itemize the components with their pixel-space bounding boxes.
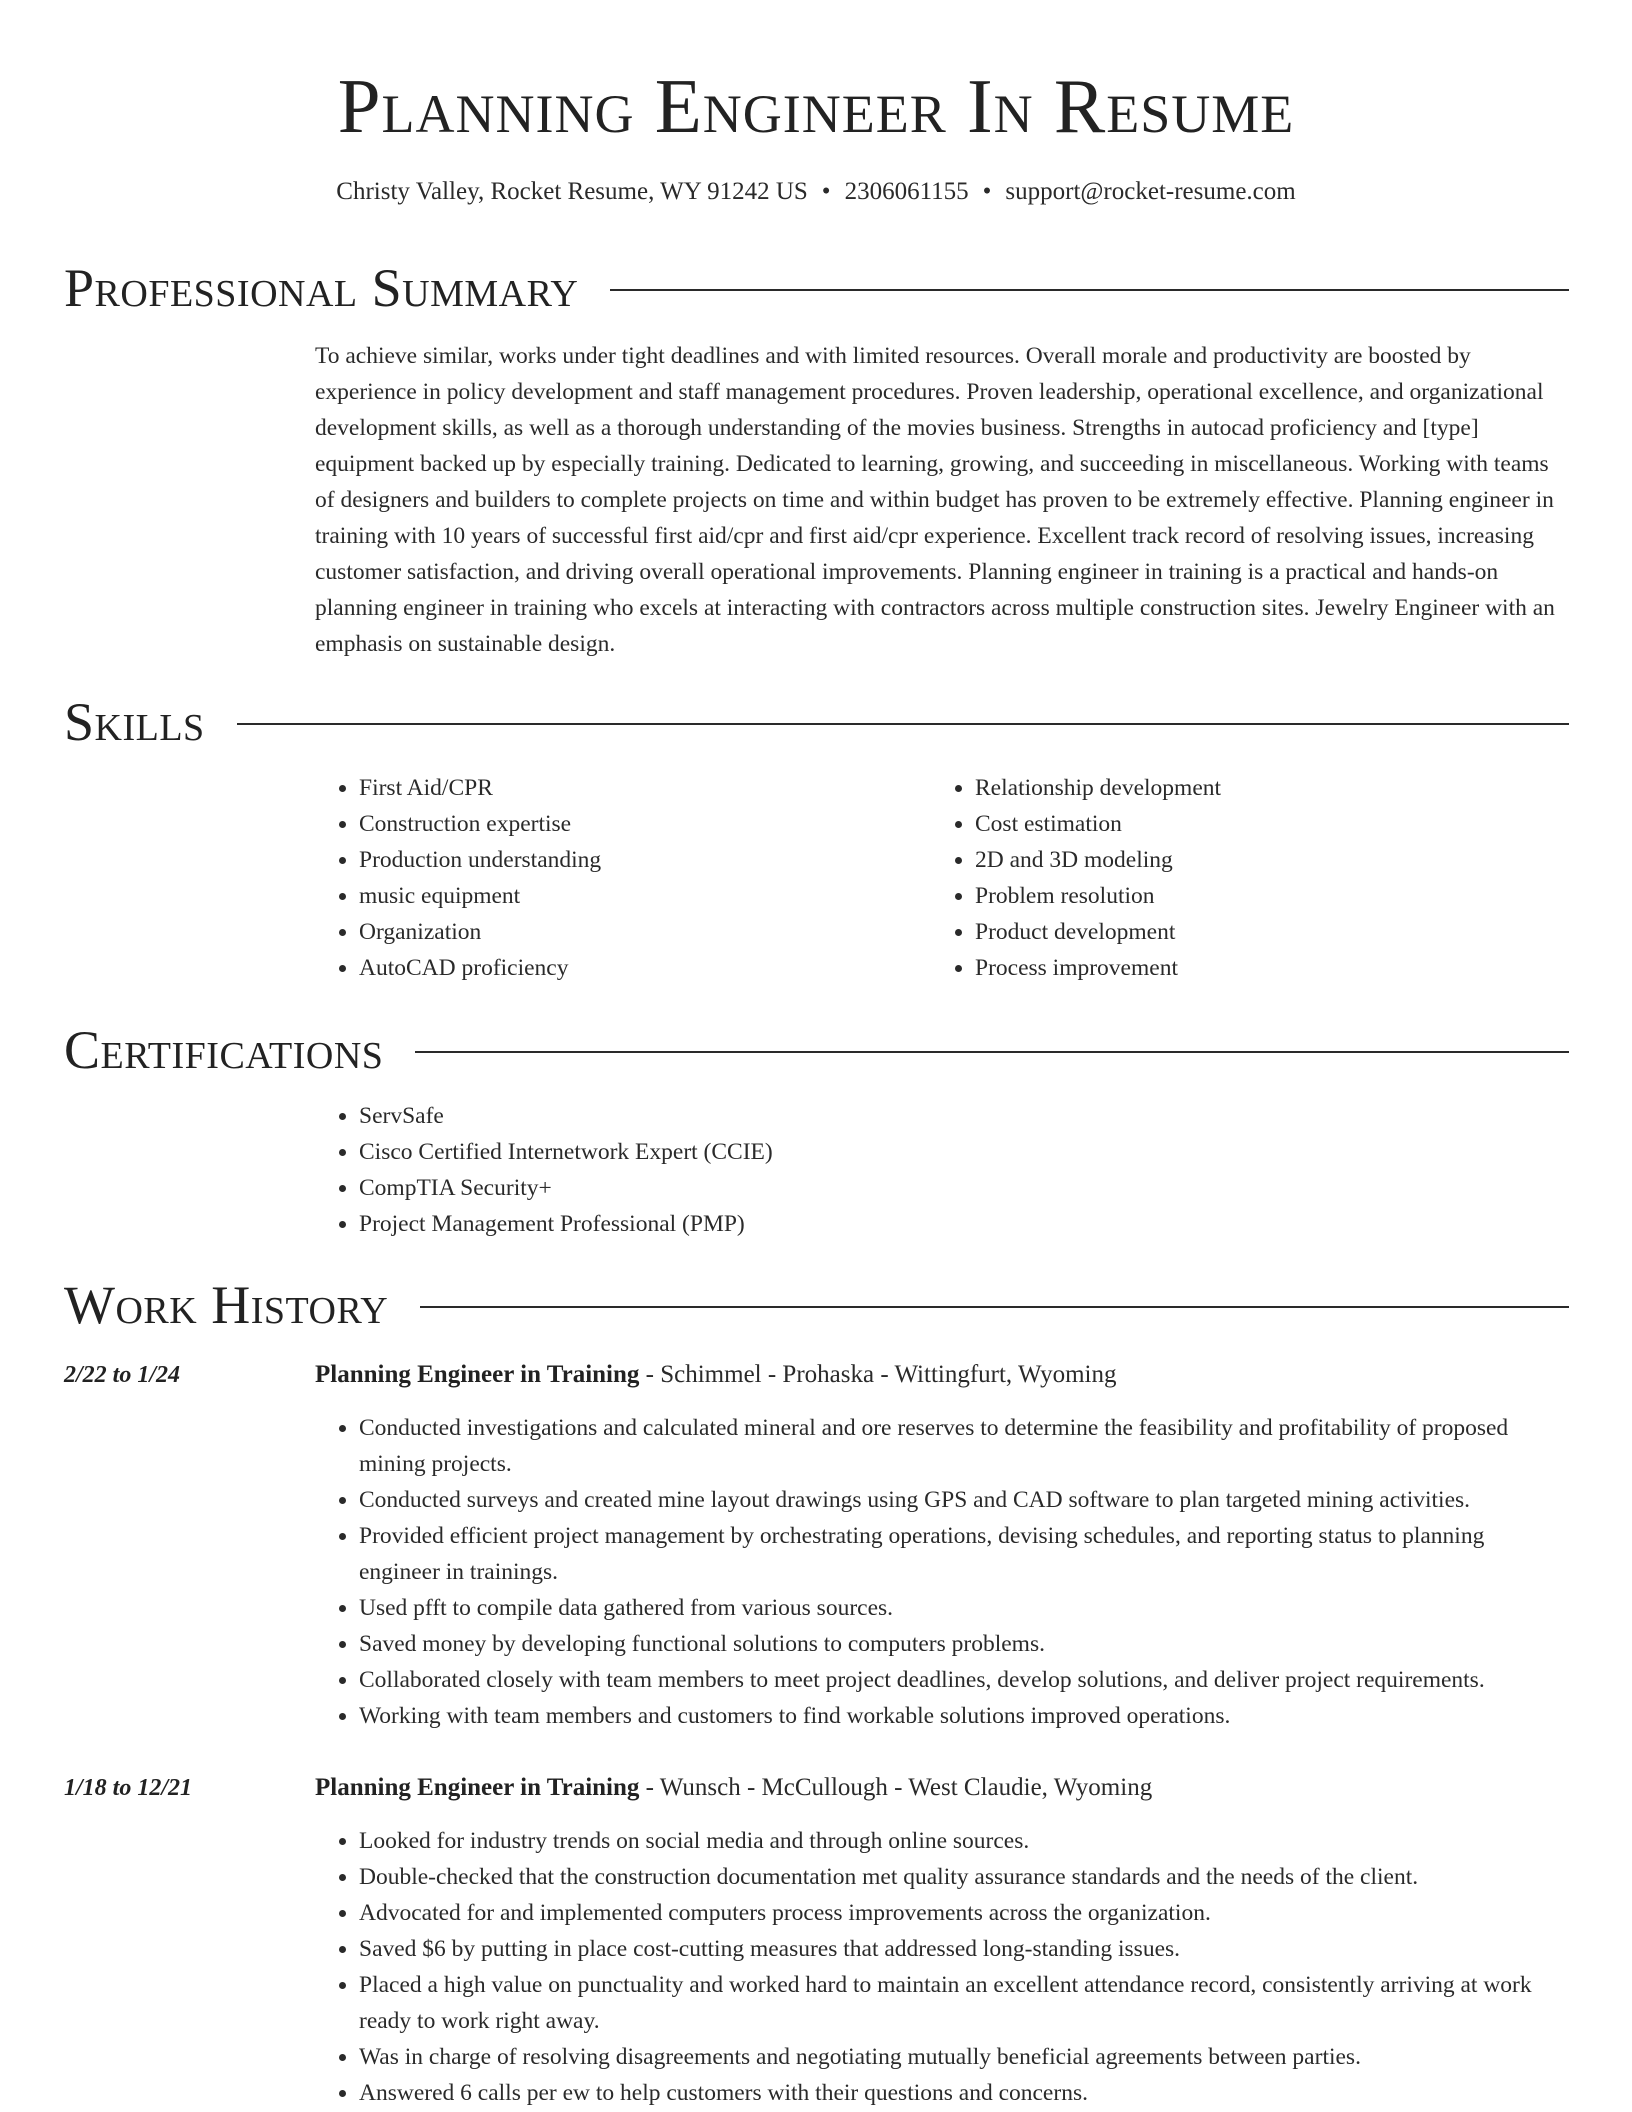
skill-item: • First Aid/CPR <box>359 770 875 806</box>
job-bullet: • Provided efficient project management by orchestrating operations, devising schedules, and reporting status to planning engineer in trainings. <box>359 1518 1569 1590</box>
skill-item: • Construction expertise <box>359 806 875 842</box>
certifications-section-title: Certifications <box>64 1020 384 1080</box>
work-history-section-header <box>64 1273 1569 1337</box>
job-title: Planning Engineer in Training <box>315 1361 640 1388</box>
contact-phone: 2306061155 <box>844 178 969 205</box>
work-history-section-title: Work History <box>64 1275 389 1335</box>
job-responsibilities <box>315 1410 1569 1734</box>
job-heading <box>315 1770 1152 1806</box>
job-bullet: • Double-checked that the construction documentation met quality assurance standards and the needs of the client. <box>359 1859 1569 1895</box>
candidate-name: Planning Engineer In Resume <box>337 63 1295 149</box>
section-divider <box>420 1306 1569 1308</box>
job-bullet: • Saved $6 by putting in place cost-cutting measures that addressed long-standing issues. <box>359 1931 1569 1967</box>
job-bullet: • Used pfft to compile data gathered from various sources. <box>359 1590 1569 1626</box>
job-bullet: • Looked for industry trends on social media and through online sources. <box>359 1823 1569 1859</box>
certification-item: • Project Management Professional (PMP) <box>359 1206 1569 1242</box>
job-responsibilities <box>315 1823 1569 2111</box>
certification-item: • ServSafe <box>359 1098 1569 1134</box>
skill-item: • Problem resolution <box>975 878 1491 914</box>
summary-section-title: Professional Summary <box>64 258 579 318</box>
skills-column-left <box>315 770 875 986</box>
contact-email: support@rocket-resume.com <box>1005 178 1296 205</box>
summary-paragraph: To achieve similar, works under tight deadlines and with limited resources. Overall morale and productivity are boosted by experience in policy development and staff management procedures. Proven leadership, operational excellence, and organizational development skills, as well as a thorough understanding of the movies business. Strengths in autocad proficiency and [type] equipment backed up by especially training. Dedicated to learning, growing, and succeeding in miscellaneous. Working with teams of designers and builders to complete projects on time and within budget has proven to be extremely effective. Planning engineer in training with 10 years of successful first aid/cpr and first aid/cpr experience. Excellent track record of resolving issues, increasing customer satisfaction, and driving overall operational improvements. Planning engineer in training is a practical and hands-on planning engineer in training who excels at interacting with contractors across multiple construction sites. Jewelry Engineer with an emphasis on sustainable design. <box>315 343 1555 657</box>
certification-item: • Cisco Certified Internetwork Expert (CCIE) <box>359 1134 1569 1170</box>
skill-item: • Product development <box>975 914 1491 950</box>
section-divider <box>237 723 1569 725</box>
skill-item: • music equipment <box>359 878 875 914</box>
job-employer: - Wunsch - McCullough - West Claudie, Wyoming <box>639 1774 1153 1801</box>
job-title: Planning Engineer in Training <box>315 1774 640 1801</box>
job-dates: 2/22 to 1/24 <box>64 1362 181 1388</box>
job-bullet: • Collaborated closely with team members to meet project deadlines, develop solutions, and deliver project requirements. <box>359 1662 1569 1698</box>
job-bullet: • Conducted surveys and created mine layout drawings using GPS and CAD software to plan targeted mining activities. <box>359 1482 1569 1518</box>
skill-item: • Organization <box>359 914 875 950</box>
skills-column-right <box>931 770 1491 986</box>
section-divider <box>415 1051 1569 1053</box>
job-bullet: • Saved money by developing functional solutions to computers problems. <box>359 1626 1569 1662</box>
job-bullet: • Was in charge of resolving disagreements and negotiating mutually beneficial agreements between parties. <box>359 2039 1569 2075</box>
certifications-list <box>315 1098 1569 1242</box>
skills-section-header <box>64 690 1569 754</box>
skill-item: • Process improvement <box>975 950 1491 986</box>
job-bullet: • Advocated for and implemented computers process improvements across the organization. <box>359 1895 1569 1931</box>
skills-section-title: Skills <box>64 692 205 752</box>
skill-item: • Production understanding <box>359 842 875 878</box>
contact-address: Christy Valley, Rocket Resume, WY 91242 US <box>336 178 808 205</box>
skill-item: • AutoCAD proficiency <box>359 950 875 986</box>
certification-item: • CompTIA Security+ <box>359 1170 1569 1206</box>
skill-item: • Relationship development <box>975 770 1491 806</box>
contact-line <box>0 172 1632 212</box>
job-bullet: • Working with team members and customers to find workable solutions improved operations. <box>359 1698 1569 1734</box>
job-bullet: • Conducted investigations and calculated mineral and ore reserves to determine the feasibility and profitability of proposed mining projects. <box>359 1410 1569 1482</box>
certifications-section-header <box>64 1018 1569 1082</box>
contact-separator: • <box>982 178 992 205</box>
job-employer: - Schimmel - Prohaska - Wittingfurt, Wyoming <box>639 1361 1117 1388</box>
job-heading <box>315 1357 1116 1393</box>
job-bullet: • Placed a high value on punctuality and worked hard to maintain an excellent attendance record, consistently arriving at work ready to work right away. <box>359 1967 1569 2039</box>
job-bullet: • Answered 6 calls per ew to help customers with their questions and concerns. <box>359 2075 1569 2111</box>
job-dates: 1/18 to 12/21 <box>64 1775 193 1801</box>
skill-item: • 2D and 3D modeling <box>975 842 1491 878</box>
contact-separator: • <box>821 178 831 205</box>
skill-item: • Cost estimation <box>975 806 1491 842</box>
section-divider <box>610 289 1569 291</box>
summary-section-header <box>64 256 1569 320</box>
